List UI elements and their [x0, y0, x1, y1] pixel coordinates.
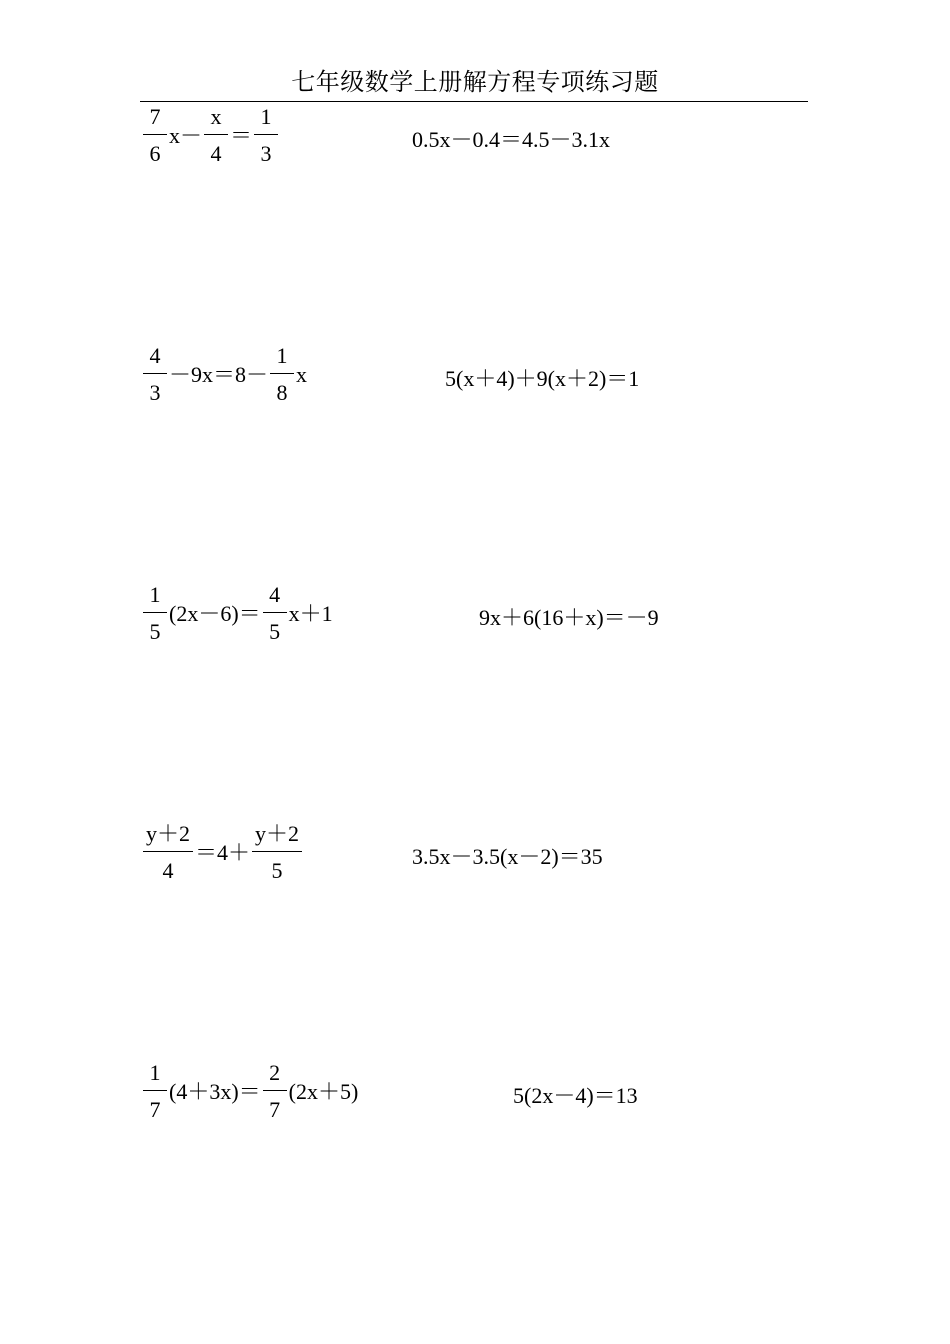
- header-rule: [140, 101, 808, 102]
- numerator: 1: [149, 1060, 161, 1085]
- fraction: [204, 106, 228, 165]
- term: x－: [169, 122, 203, 148]
- fraction: [143, 584, 167, 643]
- numerator: 4: [269, 582, 281, 607]
- equation-3-right: 9x＋6(16＋x)＝－9: [479, 605, 659, 630]
- equation-5-left: [142, 1062, 359, 1121]
- fraction: [270, 345, 294, 404]
- fraction: [254, 106, 278, 165]
- numerator: 1: [276, 343, 288, 368]
- denominator: 7: [149, 1097, 161, 1122]
- term: ＝: [230, 122, 253, 148]
- denominator: 4: [162, 858, 174, 883]
- denominator: 5: [149, 619, 161, 644]
- fraction: [143, 823, 193, 882]
- page-title: 七年级数学上册解方程专项练习题: [291, 70, 659, 96]
- denominator: 8: [276, 380, 288, 405]
- fraction: [263, 1062, 287, 1121]
- term: －9x＝8－: [169, 361, 269, 387]
- numerator: 1: [149, 582, 161, 607]
- numerator: 4: [149, 343, 161, 368]
- numerator: y＋2: [146, 821, 191, 846]
- term: (2x－6)＝: [169, 600, 261, 626]
- denominator: 5: [271, 858, 283, 883]
- numerator: y＋2: [255, 821, 300, 846]
- term: x: [296, 361, 308, 387]
- denominator: 7: [269, 1097, 281, 1122]
- numerator: 7: [149, 104, 161, 129]
- equation-2-left: [142, 345, 308, 404]
- equation-1-left: [142, 106, 279, 165]
- equation-3-left: [142, 584, 334, 643]
- denominator: 3: [149, 380, 161, 405]
- term: x＋1: [288, 600, 333, 626]
- term: ＝4＋: [195, 839, 251, 865]
- fraction: [252, 823, 302, 882]
- numerator: 2: [269, 1060, 281, 1085]
- denominator: 5: [269, 619, 281, 644]
- equation-5-right: 5(2x－4)＝13: [513, 1083, 638, 1108]
- denominator: 6: [149, 141, 161, 166]
- denominator: 3: [260, 141, 272, 166]
- term: (4＋3x)＝: [169, 1078, 261, 1104]
- numerator: 1: [260, 104, 272, 129]
- equation-2-right: 5(x＋4)＋9(x＋2)＝1: [445, 366, 640, 391]
- fraction: [263, 584, 287, 643]
- equation-4-right: 3.5x－3.5(x－2)＝35: [412, 844, 603, 869]
- denominator: 4: [210, 141, 222, 166]
- equation-4-left: [142, 823, 303, 882]
- fraction: [143, 345, 167, 404]
- term: (2x＋5): [288, 1078, 359, 1104]
- numerator: x: [210, 104, 222, 129]
- fraction: [143, 1062, 167, 1121]
- fraction: [143, 106, 167, 165]
- equation-1-right: 0.5x－0.4＝4.5－3.1x: [412, 127, 611, 152]
